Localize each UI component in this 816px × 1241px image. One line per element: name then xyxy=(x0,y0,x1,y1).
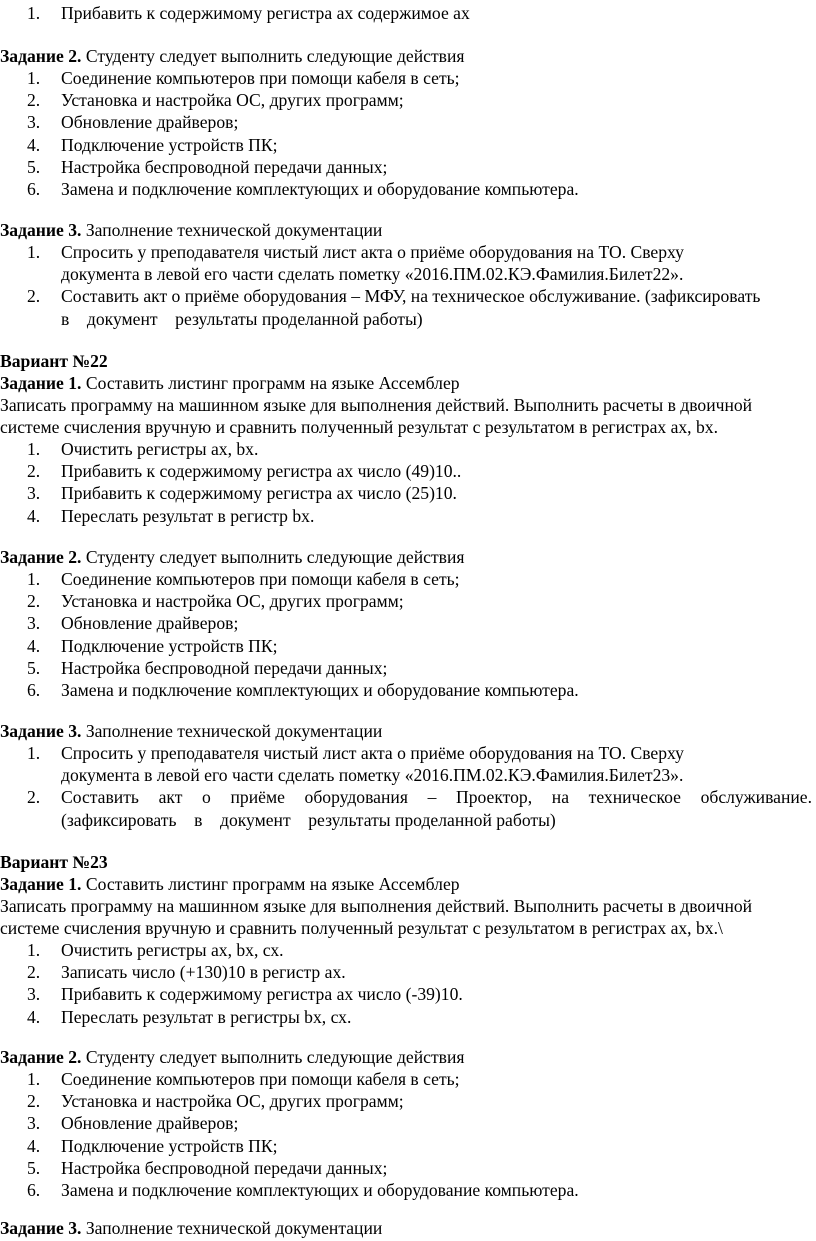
list-item-line: Настройка беспроводной передачи данных; xyxy=(61,657,388,678)
task-line xyxy=(0,720,812,742)
list-item-number: 4. xyxy=(27,1135,41,1156)
list-item xyxy=(0,1090,812,1112)
list-item-number: 2. xyxy=(27,90,41,111)
task-text: Составить листинг программ на языке Ассемблер xyxy=(81,373,460,393)
list-item-text xyxy=(61,590,812,612)
variant-heading xyxy=(0,851,812,873)
list-item-number: 3. xyxy=(27,112,41,133)
list-item-text xyxy=(61,505,812,527)
list-item-line: Подключение устройств ПК; xyxy=(61,635,278,656)
list-item-line: Замена и подключение комплектующих и оборудование компьютера. xyxy=(61,1180,579,1201)
list-item-text xyxy=(61,657,812,679)
list-item-text xyxy=(61,568,812,590)
list-item-number: 3. xyxy=(27,613,41,634)
list-item xyxy=(0,961,812,983)
task-heading xyxy=(0,873,812,895)
list-item-line: Замена и подключение комплектующих и оборудование компьютера. xyxy=(61,680,579,701)
task-line xyxy=(0,219,812,241)
list-item xyxy=(0,2,812,24)
list-item xyxy=(0,679,812,701)
paragraph-line: Записать программу на машинном языке для выполнения действий. Выполнить расчеты в двоичной xyxy=(0,395,753,415)
list-item-text xyxy=(61,111,812,133)
list-item-text xyxy=(61,961,812,983)
list-item-line: в документ результаты проделанной работы) xyxy=(61,308,423,329)
paragraph xyxy=(0,895,812,939)
list-item-text xyxy=(61,983,812,1005)
task-line xyxy=(0,372,812,394)
task-text: Заполнение технической документации xyxy=(81,220,383,240)
numbered-list xyxy=(0,939,812,1028)
numbered-list xyxy=(0,438,812,527)
list-item-number: 4. xyxy=(27,134,41,155)
task-heading xyxy=(0,1217,812,1239)
list-item-line: Составить акт о приёме оборудования – Проектор, на техническое обслуживание. xyxy=(61,787,812,808)
list-item-text xyxy=(61,1006,812,1028)
list-item-line: Прибавить к содержимому регистра ах число (25)10. xyxy=(61,483,457,504)
list-item-line: Настройка беспроводной передачи данных; xyxy=(61,156,388,177)
list-item-number: 6. xyxy=(27,680,41,701)
list-item-number: 6. xyxy=(27,1180,41,1201)
list-item xyxy=(0,1068,812,1090)
list-item xyxy=(0,111,812,133)
list-item-line: Подключение устройств ПК; xyxy=(61,1135,278,1156)
list-item xyxy=(0,505,812,527)
list-item xyxy=(0,89,812,111)
list-item xyxy=(0,241,812,285)
numbered-list xyxy=(0,67,812,200)
list-item-line: Соединение компьютеров при помощи кабеля в сеть; xyxy=(61,569,460,589)
task-label: Задание 1. xyxy=(0,373,82,393)
list-item-text xyxy=(61,285,812,329)
list-item xyxy=(0,134,812,156)
task-line xyxy=(0,873,812,895)
list-item-text xyxy=(61,679,812,701)
task-text: Студенту следует выполнить следующие действия xyxy=(81,547,465,567)
list-item-line: Очистить регистры ах, bх, сх. xyxy=(61,940,284,960)
list-item-text xyxy=(61,178,812,200)
list-item-number: 2. xyxy=(27,461,41,482)
variant-heading xyxy=(0,350,812,372)
list-item-number: 1. xyxy=(27,3,41,23)
list-item xyxy=(0,1112,812,1134)
list-item-text xyxy=(61,2,812,24)
list-item-text xyxy=(61,1090,812,1112)
list-item-number: 6. xyxy=(27,179,41,200)
numbered-list xyxy=(0,742,812,831)
task-heading xyxy=(0,45,812,67)
numbered-list xyxy=(0,1068,812,1201)
list-item-number: 4. xyxy=(27,1006,41,1027)
list-item xyxy=(0,635,812,657)
list-item-text xyxy=(61,482,812,504)
list-item-number: 2. xyxy=(27,1091,41,1112)
task-heading xyxy=(0,1046,812,1068)
task-heading xyxy=(0,372,812,394)
list-item-text xyxy=(61,1157,812,1179)
list-item-text xyxy=(61,742,812,786)
list-item-line: Установка и настройка ОС, других программ; xyxy=(61,1091,404,1112)
list-item-line: Спросить у преподавателя чистый лист акта о приёме оборудования на ТО. Сверху xyxy=(61,743,684,763)
list-item-line: Установка и настройка ОС, других программ; xyxy=(61,90,404,111)
numbered-list xyxy=(0,568,812,701)
ordered-list xyxy=(0,2,812,24)
task-text: Составить листинг программ на языке Ассемблер xyxy=(81,874,460,894)
list-item-line: Прибавить к содержимому регистра ах число (-39)10. xyxy=(61,984,463,1005)
paragraph-line: системе счисления вручную и сравнить полученный результат с результатом в регистрах ах, bх.\ xyxy=(0,918,723,939)
task-label: Задание 1. xyxy=(0,874,82,894)
paragraph-line: системе счисления вручную и сравнить полученный результат с результатом в регистрах ах, bх. xyxy=(0,417,718,438)
list-item xyxy=(0,460,812,482)
list-item-text xyxy=(61,939,812,961)
ordered-list xyxy=(0,67,812,200)
list-item-line: Настройка беспроводной передачи данных; xyxy=(61,1157,388,1178)
task-heading xyxy=(0,720,812,742)
list-item xyxy=(0,285,812,329)
task-label: Задание 3. xyxy=(0,721,82,741)
list-item xyxy=(0,983,812,1005)
task-label: Задание 3. xyxy=(0,1218,82,1238)
list-item xyxy=(0,657,812,679)
list-item-line: Прибавить к содержимому регистра ах число (49)10.. xyxy=(61,461,462,482)
variant-title: Вариант №22 xyxy=(0,351,108,371)
numbered-list xyxy=(0,2,812,24)
list-item xyxy=(0,156,812,178)
list-item-text xyxy=(61,1179,812,1201)
task-line xyxy=(0,1217,812,1239)
list-item-number: 2. xyxy=(27,787,41,808)
list-item-line: Замена и подключение комплектующих и оборудование компьютера. xyxy=(61,179,579,200)
ordered-list xyxy=(0,742,812,831)
list-item-text xyxy=(61,67,812,89)
list-item-line: Обновление драйверов; xyxy=(61,1113,239,1134)
list-item-number: 3. xyxy=(27,1113,41,1134)
list-item xyxy=(0,742,812,786)
list-item-number: 1. xyxy=(27,940,41,960)
task-heading xyxy=(0,219,812,241)
ordered-list xyxy=(0,438,812,527)
task-text: Заполнение технической документации xyxy=(81,1218,383,1238)
list-item-number: 3. xyxy=(27,984,41,1005)
list-item-number: 4. xyxy=(27,505,41,526)
list-item xyxy=(0,786,812,830)
task-line xyxy=(0,1046,812,1068)
ordered-list xyxy=(0,1068,812,1201)
list-item xyxy=(0,1135,812,1157)
ordered-list xyxy=(0,568,812,701)
list-item-number: 5. xyxy=(27,1157,41,1178)
list-item-line: Соединение компьютеров при помощи кабеля в сеть; xyxy=(61,1069,460,1089)
list-item-line: Прибавить к содержимому регистра ах содержимое ах xyxy=(61,3,470,23)
list-item-number: 5. xyxy=(27,156,41,177)
variant-title: Вариант №23 xyxy=(0,852,108,872)
list-item-line: Установка и настройка ОС, других программ; xyxy=(61,591,404,612)
list-item-number: 2. xyxy=(27,591,41,612)
list-item-text xyxy=(61,1068,812,1090)
list-item-number: 5. xyxy=(27,657,41,678)
task-text: Заполнение технической документации xyxy=(81,721,383,741)
task-text: Студенту следует выполнить следующие действия xyxy=(81,46,465,66)
list-item-text xyxy=(61,438,812,460)
list-item-text xyxy=(61,786,812,830)
list-item-line: Переслать результат в регистр bх. xyxy=(61,505,315,526)
task-line xyxy=(0,546,812,568)
list-item-text xyxy=(61,89,812,111)
list-item-number: 1. xyxy=(27,569,41,589)
list-item xyxy=(0,178,812,200)
list-item-line: Обновление драйверов; xyxy=(61,112,239,133)
list-item-line: Обновление драйверов; xyxy=(61,613,239,634)
ordered-list xyxy=(0,939,812,1028)
task-label: Задание 2. xyxy=(0,1047,82,1067)
list-item-line: Соединение компьютеров при помощи кабеля в сеть; xyxy=(61,68,460,88)
list-item xyxy=(0,67,812,89)
list-item-line: документа в левой его части сделать пометку «2016.ПМ.02.КЭ.Фамилия.Билет23». xyxy=(61,765,684,786)
list-item-line: документа в левой его части сделать пометку «2016.ПМ.02.КЭ.Фамилия.Билет22». xyxy=(61,264,684,285)
list-item-number: 1. xyxy=(27,743,41,763)
list-item-line: Подключение устройств ПК; xyxy=(61,134,278,155)
list-item xyxy=(0,590,812,612)
task-heading xyxy=(0,546,812,568)
task-text: Студенту следует выполнить следующие действия xyxy=(81,1047,465,1067)
list-item-text xyxy=(61,1112,812,1134)
task-label: Задание 3. xyxy=(0,220,82,240)
list-item-line: Очистить регистры ах, bх. xyxy=(61,439,259,459)
list-item xyxy=(0,482,812,504)
list-item-line: Переслать результат в регистры bх, сх. xyxy=(61,1006,352,1027)
numbered-list xyxy=(0,241,812,330)
list-item-number: 1. xyxy=(27,1069,41,1089)
task-line xyxy=(0,45,812,67)
list-item-text xyxy=(61,241,812,285)
list-item-number: 1. xyxy=(27,439,41,459)
list-item xyxy=(0,612,812,634)
list-item-number: 2. xyxy=(27,962,41,983)
list-item xyxy=(0,1179,812,1201)
list-item-text xyxy=(61,134,812,156)
list-item-text xyxy=(61,156,812,178)
list-item-number: 1. xyxy=(27,68,41,88)
list-item xyxy=(0,1006,812,1028)
list-item-number: 4. xyxy=(27,635,41,656)
list-item xyxy=(0,568,812,590)
list-item-line: Спросить у преподавателя чистый лист акта о приёме оборудования на ТО. Сверху xyxy=(61,242,684,262)
paragraph-line: Записать программу на машинном языке для выполнения действий. Выполнить расчеты в двоичной xyxy=(0,896,753,916)
paragraph xyxy=(0,394,812,438)
list-item xyxy=(0,438,812,460)
list-item-number: 2. xyxy=(27,286,41,307)
list-item-number: 1. xyxy=(27,242,41,262)
task-label: Задание 2. xyxy=(0,46,82,66)
list-item-text xyxy=(61,612,812,634)
list-item-line: Составить акт о приёме оборудования – МФУ, на техническое обслуживание. (зафиксировать xyxy=(61,286,761,307)
list-item-text xyxy=(61,460,812,482)
ordered-list xyxy=(0,241,812,330)
list-item-line: Записать число (+130)10 в регистр ах. xyxy=(61,962,346,983)
list-item xyxy=(0,1157,812,1179)
task-label: Задание 2. xyxy=(0,547,82,567)
list-item xyxy=(0,939,812,961)
list-item-line: (зафиксировать в документ результаты проделанной работы) xyxy=(61,809,556,830)
list-item-text xyxy=(61,635,812,657)
list-item-text xyxy=(61,1135,812,1157)
list-item-number: 3. xyxy=(27,483,41,504)
